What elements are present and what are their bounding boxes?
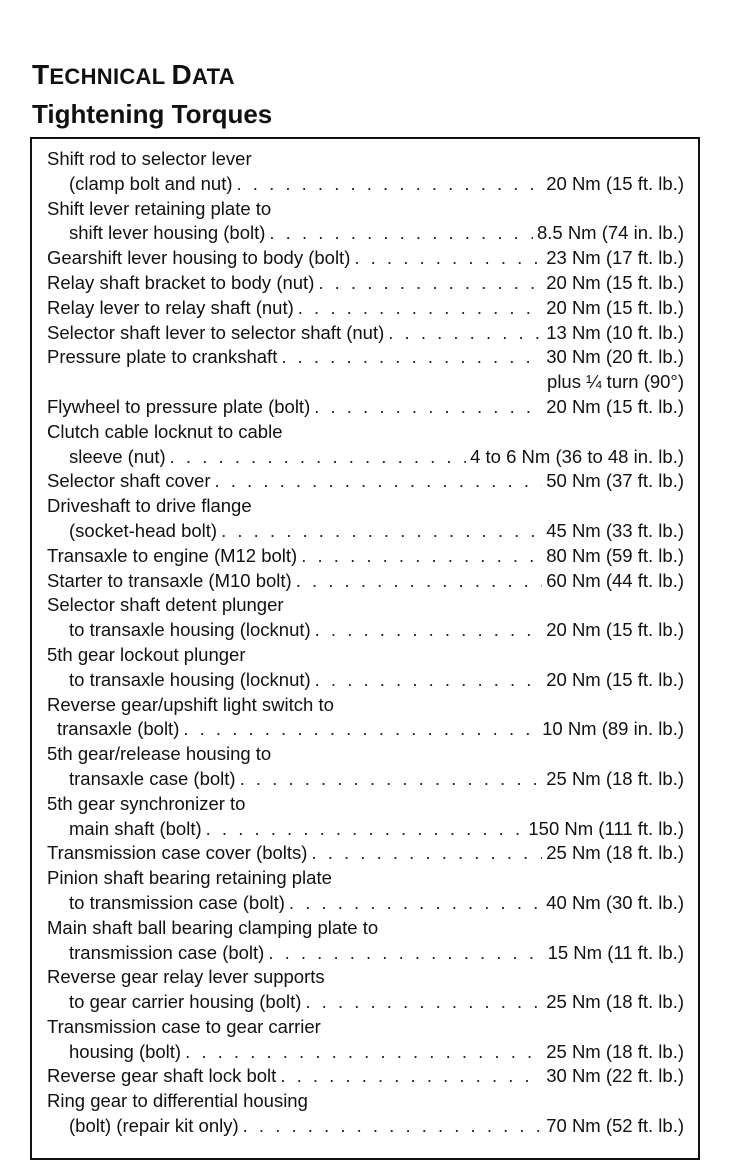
torque-item-label: Gearshift lever housing to body (bolt) (47, 247, 351, 269)
torque-row (47, 618, 684, 643)
dot-leader (315, 618, 543, 643)
dot-leader (215, 469, 543, 494)
torque-row (47, 494, 684, 519)
torque-value: plus ¼ turn (90°) (547, 371, 684, 393)
torque-item-label: transmission case (bolt) (69, 941, 265, 963)
torque-row (47, 593, 684, 618)
torque-row (47, 569, 684, 594)
torque-item-label: Selector shaft cover (47, 470, 211, 492)
torque-value: 25 Nm (18 ft. lb.) (546, 842, 684, 864)
dot-leader (280, 1064, 542, 1089)
torque-value: 70 Nm (52 ft. lb.) (546, 1115, 684, 1137)
torque-row (47, 1114, 684, 1139)
torque-row (47, 916, 684, 941)
torque-row (47, 965, 684, 990)
torque-value: 10 Nm (89 in. lb.) (542, 718, 684, 740)
torque-row (47, 767, 684, 792)
torque-row (47, 841, 684, 866)
torque-item-label: Reverse gear relay lever supports (47, 966, 325, 988)
dot-leader (269, 221, 533, 246)
torque-item-label: transaxle case (bolt) (69, 767, 236, 789)
torque-value: 8.5 Nm (74 in. lb.) (536, 222, 684, 244)
torque-item-label: Pressure plate to crankshaft (47, 346, 278, 368)
torque-item-label: (clamp bolt and nut) (69, 172, 233, 194)
torque-row (47, 891, 684, 916)
dot-leader (170, 445, 466, 470)
torque-row (47, 469, 684, 494)
torque-row (47, 370, 684, 395)
torque-item-label: 5th gear/release housing to (47, 743, 272, 765)
torque-item-label: Selector shaft lever to selector shaft (nut) (47, 321, 385, 343)
torque-value: 20 Nm (15 ft. lb.) (546, 271, 684, 293)
torque-value: 80 Nm (59 ft. lb.) (546, 544, 684, 566)
dot-leader (221, 519, 542, 544)
torque-row (47, 147, 684, 172)
torque-value: 20 Nm (15 ft. lb.) (546, 668, 684, 690)
torque-item-label: to transaxle housing (locknut) (69, 619, 311, 641)
torque-item-label: Driveshaft to drive flange (47, 495, 252, 517)
torque-item-label: (bolt) (repair kit only) (69, 1115, 239, 1137)
torque-item-label: to gear carrier housing (bolt) (69, 991, 302, 1013)
dot-leader (243, 1114, 543, 1139)
dot-leader (281, 345, 542, 370)
torque-row (47, 717, 684, 742)
torque-item-label: Reverse gear shaft lock bolt (47, 1065, 277, 1087)
torque-item-label: Shift rod to selector lever (47, 148, 252, 169)
dot-leader (237, 172, 543, 197)
torque-item-label: Transmission case cover (bolts) (47, 842, 308, 864)
torque-value: 20 Nm (15 ft. lb.) (546, 395, 684, 417)
page-title: TECHNICAL DATA (32, 59, 235, 90)
torque-value: 25 Nm (18 ft. lb.) (546, 991, 684, 1013)
torque-item-label: transaxle (bolt) (57, 718, 180, 740)
torque-value: 20 Nm (15 ft. lb.) (546, 619, 684, 641)
torque-value: 150 Nm (111 ft. lb.) (528, 817, 684, 839)
torque-row (47, 1064, 684, 1089)
torque-value: 15 Nm (11 ft. lb.) (547, 941, 684, 963)
torque-item-label: Transaxle to engine (M12 bolt) (47, 544, 298, 566)
torque-value: 45 Nm (33 ft. lb.) (546, 519, 684, 541)
torque-list (47, 147, 684, 1139)
torque-table (30, 137, 700, 1160)
torque-item-label: Shift lever retaining plate to (47, 197, 272, 219)
torque-item-label: shift lever housing (bolt) (69, 222, 266, 244)
torque-row (47, 1040, 684, 1065)
dot-leader (268, 941, 543, 966)
torque-value: 20 Nm (15 ft. lb.) (546, 296, 684, 318)
torque-row (47, 420, 684, 445)
dot-leader (388, 321, 542, 346)
dot-leader (314, 395, 542, 420)
torque-row (47, 693, 684, 718)
torque-item-label: 5th gear lockout plunger (47, 643, 246, 665)
torque-item-label: Relay lever to relay shaft (nut) (47, 296, 294, 318)
torque-value: 30 Nm (22 ft. lb.) (546, 1065, 684, 1087)
dot-leader (315, 668, 543, 693)
torque-value: 25 Nm (18 ft. lb.) (546, 767, 684, 789)
torque-row (47, 197, 684, 222)
torque-item-label: Flywheel to pressure plate (bolt) (47, 395, 311, 417)
torque-row (47, 866, 684, 891)
torque-row (47, 643, 684, 668)
torque-value: 13 Nm (10 ft. lb.) (546, 321, 684, 343)
dot-leader (183, 717, 538, 742)
torque-row (47, 990, 684, 1015)
torque-row (47, 221, 684, 246)
torque-item-label: Starter to transaxle (M10 bolt) (47, 569, 292, 591)
torque-item-label: Main shaft ball bearing clamping plate to (47, 916, 379, 938)
dot-leader (354, 246, 542, 271)
torque-value: 23 Nm (17 ft. lb.) (546, 247, 684, 269)
torque-row (47, 742, 684, 767)
dot-leader (240, 767, 543, 792)
dot-leader (305, 990, 542, 1015)
torque-value: 40 Nm (30 ft. lb.) (546, 891, 684, 913)
torque-row (47, 395, 684, 420)
torque-item-label: to transaxle housing (locknut) (69, 668, 311, 690)
torque-item-label: Ring gear to differential housing (47, 1090, 308, 1112)
torque-value: 4 to 6 Nm (36 to 48 in. lb.) (470, 445, 684, 467)
torque-row (47, 271, 684, 296)
torque-item-label: Transmission case to gear carrier (47, 1015, 321, 1037)
torque-row (47, 817, 684, 842)
torque-row (47, 246, 684, 271)
torque-item-label: housing (bolt) (69, 1040, 182, 1062)
torque-row (47, 792, 684, 817)
torque-row (47, 345, 684, 370)
torque-value: 50 Nm (37 ft. lb.) (546, 470, 684, 492)
torque-value: 60 Nm (44 ft. lb.) (546, 569, 684, 591)
torque-row (47, 1015, 684, 1040)
dot-leader (298, 296, 542, 321)
torque-row (47, 296, 684, 321)
dot-leader (301, 544, 542, 569)
torque-row (47, 668, 684, 693)
torque-value: 30 Nm (20 ft. lb.) (546, 346, 684, 368)
dot-leader (289, 891, 542, 916)
torque-row (47, 321, 684, 346)
torque-item-label: Reverse gear/upshift light switch to (47, 693, 334, 715)
dot-leader (311, 841, 542, 866)
dot-leader (206, 817, 525, 842)
torque-row (47, 941, 684, 966)
torque-item-label: (socket-head bolt) (69, 519, 218, 541)
torque-row (47, 519, 684, 544)
torque-item-label: main shaft (bolt) (69, 817, 202, 839)
torque-item-label: Pinion shaft bearing retaining plate (47, 867, 332, 889)
dot-leader (296, 569, 543, 594)
torque-item-label: Relay shaft bracket to body (nut) (47, 271, 315, 293)
torque-value: 25 Nm (18 ft. lb.) (546, 1040, 684, 1062)
torque-row (47, 1089, 684, 1114)
torque-item-label: Selector shaft detent plunger (47, 594, 284, 616)
torque-item-label: to transmission case (bolt) (69, 891, 285, 913)
dot-leader (185, 1040, 542, 1065)
torque-row (47, 445, 684, 470)
torque-value: 20 Nm (15 ft. lb.) (546, 172, 684, 194)
dot-leader (318, 271, 542, 296)
torque-item-label: Clutch cable locknut to cable (47, 420, 283, 442)
torque-row (47, 544, 684, 569)
torque-item-label: sleeve (nut) (69, 445, 166, 467)
torque-item-label: 5th gear synchronizer to (47, 792, 246, 814)
torque-row (47, 172, 684, 197)
section-subtitle: Tightening Torques (32, 99, 273, 129)
